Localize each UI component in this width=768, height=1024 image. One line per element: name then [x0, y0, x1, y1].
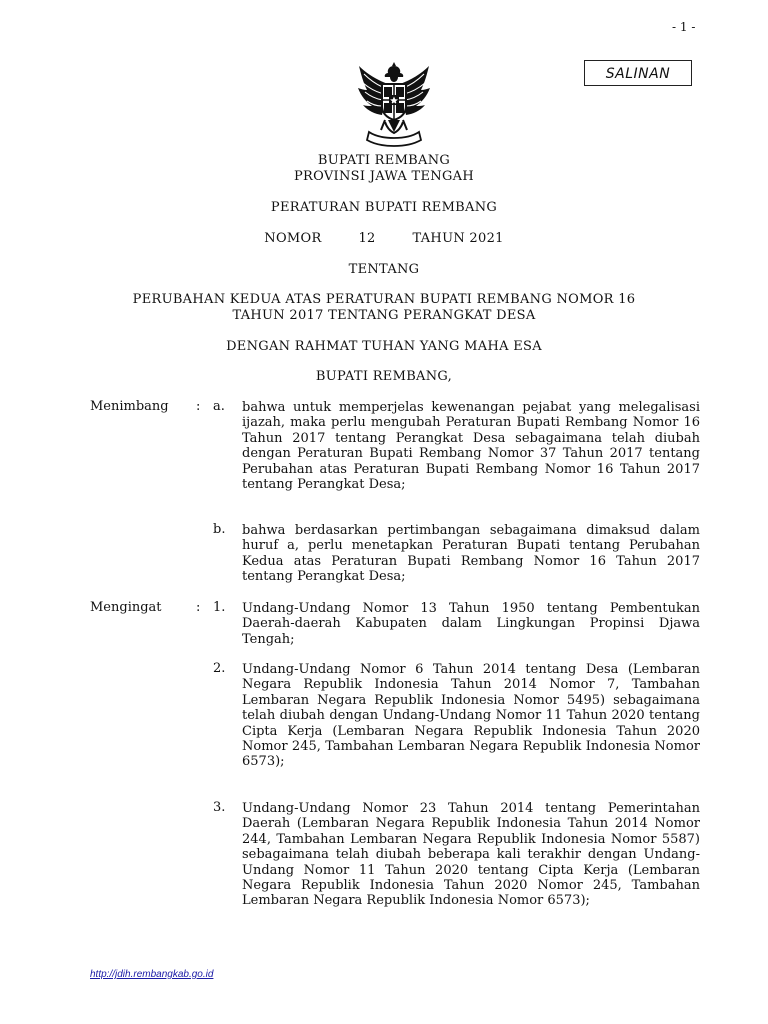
salinan-stamp: SALINAN — [584, 60, 692, 86]
regulation-title: PERATURAN BUPATI REMBANG — [270, 200, 498, 215]
subject-line-1: PERUBAHAN KEDUA ATAS PERATURAN BUPATI REMBANG NOMOR 16 — [132, 292, 636, 307]
menimbang-marker-b: b. — [213, 522, 226, 537]
mengingat-label: Mengingat — [90, 600, 162, 615]
mengingat-item-2: Undang-Undang Nomor 6 Tahun 2014 tentang Desa (Lembaran Negara Republik Indonesia Tahun 2014 Nomor 7, Tambahan Lembaran Negara Republik Indonesia Nomor 5495) sebagaimana telah diubah dengan Undang-Undang Nomor 11 Tahun 2020 tentang Cipta Kerja (Lembaran Negara Republik Indonesia Tahun 2020 Nomor 245, Tambahan Lembaran Negara Republik Indonesia Nomor 6573); — [242, 662, 700, 770]
blessing-line: DENGAN RAHMAT TUHAN YANG MAHA ESA — [226, 339, 542, 354]
header-line-provinsi: PROVINSI JAWA TENGAH — [294, 169, 474, 184]
mengingat-item-3: Undang-Undang Nomor 23 Tahun 2014 tentang Pemerintahan Daerah (Lembaran Negara Republik Indonesia Tahun 2014 Nomor 244, Tambahan Lembaran Negara Republik Indonesia Nomor 5587) sebagaimana telah diubah beberapa kali terakhir dengan Undang-Undang Nomor 11 Tahun 2020 tentang Cipta Kerja (Lembaran Negara Republik Indonesia Tahun 2020 Nomor 245, Tambahan Lembaran Negara Republik Indonesia Nomor 6573); — [242, 801, 700, 909]
page-number: - 1 - — [672, 20, 696, 34]
mengingat-marker-2: 2. — [213, 661, 226, 676]
menimbang-label: Menimbang — [90, 399, 169, 414]
menimbang-colon: : — [196, 399, 201, 414]
mengingat-colon: : — [196, 600, 201, 615]
header-line-bupati: BUPATI REMBANG — [317, 153, 451, 168]
menimbang-item-b: bahwa berdasarkan pertimbangan sebagaimana dimaksud dalam huruf a, perlu menetapkan Peraturan Bupati tentang Perubahan Kedua atas Peraturan Bupati Rembang Nomor 16 Tahun 2017 tentang Perangkat Desa; — [242, 523, 700, 585]
menimbang-item-a: bahwa untuk memperjelas kewenangan pejabat yang melegalisasi ijazah, maka perlu mengubah Peraturan Bupati Rembang Nomor 16 Tahun 2017 tentang Perangkat Desa sebagaimana telah diubah dengan Peraturan Bupati Rembang Nomor 37 Tahun 2017 tentang Perubahan atas Peraturan Bupati Rembang Nomor 16 Tahun 2017 tentang Perangkat Desa; — [242, 400, 700, 493]
tentang-heading: TENTANG — [348, 262, 420, 277]
subject-line-2: TAHUN 2017 TENTANG PERANGKAT DESA — [232, 308, 536, 323]
issuer-line: BUPATI REMBANG, — [315, 369, 453, 384]
tahun-label: TAHUN 2021 — [412, 231, 504, 246]
regulation-number — [0, 231, 768, 246]
mengingat-item-1: Undang-Undang Nomor 13 Tahun 1950 tentang Pembentukan Daerah-daerah Kabupaten dalam Lingkungan Propinsi Djawa Tengah; — [242, 601, 700, 647]
nomor-value: 12 — [358, 231, 376, 246]
mengingat-marker-1: 1. — [213, 600, 226, 615]
garuda-pancasila-icon — [355, 60, 433, 150]
footer-website-link[interactable]: http://jdih.rembangkab.go.id — [90, 969, 214, 980]
mengingat-marker-3: 3. — [213, 800, 226, 815]
nomor-label: NOMOR — [264, 231, 322, 246]
menimbang-marker-a: a. — [213, 399, 225, 414]
